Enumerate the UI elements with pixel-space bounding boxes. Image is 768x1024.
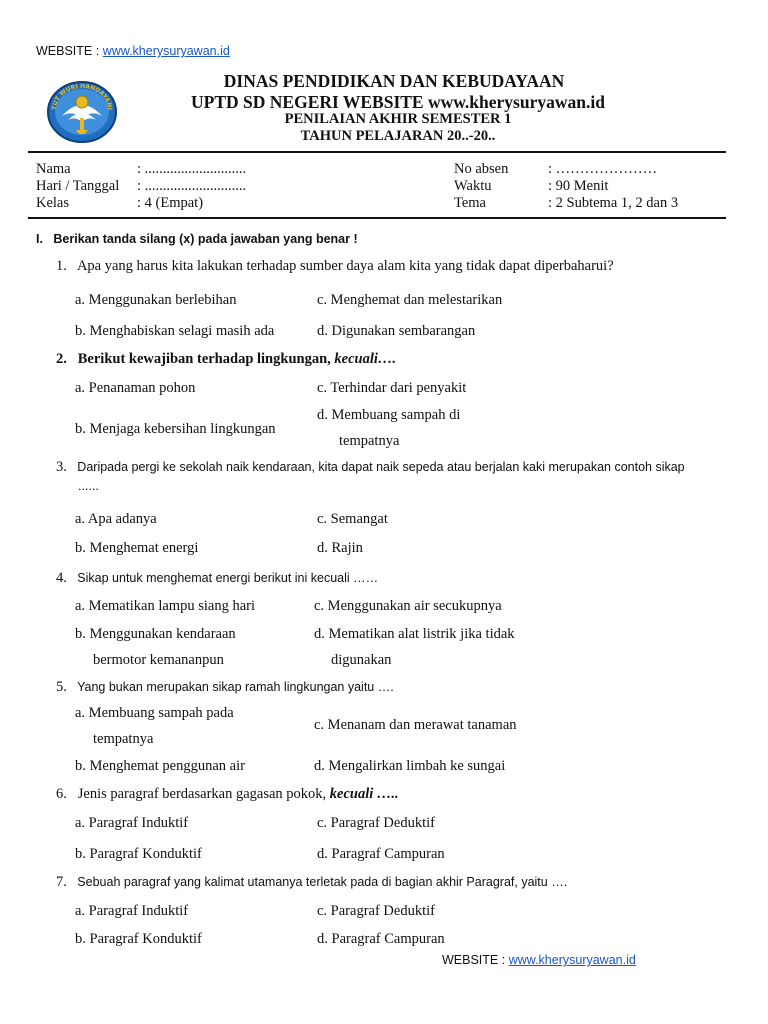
q7-option-c[interactable]: c. Paragraf Deduktif: [317, 903, 435, 919]
website-top-link[interactable]: www.kherysuryawan.id: [102, 44, 230, 58]
nama-value: : ............................: [137, 161, 247, 177]
question-1-number: 1.: [56, 258, 67, 274]
q6-option-c[interactable]: c. Paragraf Deduktif: [317, 815, 435, 831]
absen-value: : …………………: [548, 161, 658, 177]
website-top-label: WEBSITE :: [36, 44, 100, 58]
q3-option-d[interactable]: d. Rajin: [317, 540, 363, 556]
question-3-text: Daripada pergi ke sekolah naik kendaraan, kita dapat naik sepeda atau berjalan kaki merupakan contoh sikap: [77, 460, 685, 474]
section-number: I.: [36, 232, 43, 246]
waktu-label: Waktu: [454, 178, 492, 194]
header-line3: PENILAIAN AKHIR SEMESTER 1: [284, 111, 512, 127]
question-6-text: Jenis paragraf berdasarkan gagasan pokok,: [77, 786, 327, 802]
question-4-text: Sikap untuk menghemat energi berikut ini kecuali ……: [77, 571, 379, 585]
q4-option-d-line1[interactable]: d. Mematikan alat listrik jika tidak: [314, 626, 515, 642]
question-3-text-cont: ......: [78, 479, 99, 493]
question-1-text: Apa yang harus kita lakukan terhadap sumber daya alam kita yang tidak dapat diperbaharui?: [76, 258, 614, 274]
q7-option-b[interactable]: b. Paragraf Konduktif: [75, 931, 202, 947]
question-3-number: 3.: [56, 459, 67, 475]
question-4-number: 4.: [56, 570, 67, 586]
question-1: [56, 258, 614, 275]
q5-option-c[interactable]: c. Menanam dan merawat tanaman: [314, 717, 517, 733]
question-6-emphasis: kecuali …..: [329, 786, 399, 802]
question-5: [56, 679, 394, 696]
q4-option-d-line2: digunakan: [331, 652, 392, 668]
website-bottom-link[interactable]: www.kherysuryawan.id: [508, 953, 636, 967]
q4-option-b-line2: bermotor kemananpun: [93, 652, 224, 668]
q2-option-d-line2: tempatnya: [339, 433, 400, 449]
q2-option-b[interactable]: b. Menjaga kebersihan lingkungan: [75, 421, 276, 437]
q3-option-c[interactable]: c. Semangat: [317, 511, 388, 527]
q5-option-b[interactable]: b. Menghemat penggunan air: [75, 758, 245, 774]
q2-option-d-line1[interactable]: d. Membuang sampah di: [317, 407, 461, 423]
website-top: [36, 44, 230, 58]
question-6: [56, 786, 399, 803]
kelas-label: Kelas: [36, 195, 70, 211]
question-3: [56, 459, 685, 476]
q6-option-d[interactable]: d. Paragraf Campuran: [317, 846, 445, 862]
nama-label: Nama: [36, 161, 71, 177]
q1-option-b[interactable]: b. Menghabiskan selagi masih ada: [75, 323, 275, 339]
q4-option-b-line1[interactable]: b. Menggunakan kendaraan: [75, 626, 236, 642]
website-bottom: [442, 953, 636, 967]
question-4: [56, 570, 378, 587]
hari-label: Hari / Tanggal: [36, 178, 120, 194]
q4-option-a[interactable]: a. Mematikan lampu siang hari: [75, 598, 255, 614]
q6-option-a[interactable]: a. Paragraf Induktif: [75, 815, 189, 831]
question-5-text: Yang bukan merupakan sikap ramah lingkungan yaitu ….: [77, 680, 394, 694]
q5-option-d[interactable]: d. Mengalirkan limbah ke sungai: [314, 758, 506, 774]
header-rule-top: [28, 151, 726, 153]
q5-option-a-line1[interactable]: a. Membuang sampah pada: [75, 705, 234, 721]
header-line4: TAHUN PELAJARAN 20..-20..: [300, 128, 496, 144]
question-6-number: 6.: [56, 786, 67, 802]
q7-option-a[interactable]: a. Paragraf Induktif: [75, 903, 189, 919]
question-5-number: 5.: [56, 679, 67, 695]
absen-label: No absen: [454, 161, 509, 177]
kelas-value: : 4 (Empat): [137, 195, 204, 211]
question-7-number: 7.: [56, 874, 67, 890]
q1-option-c[interactable]: c. Menghemat dan melestarikan: [317, 292, 503, 308]
q2-option-a[interactable]: a. Penanaman pohon: [75, 380, 196, 396]
question-2: [56, 351, 396, 368]
question-2-emphasis: kecuali….: [334, 351, 397, 367]
q4-option-c[interactable]: c. Menggunakan air secukupnya: [314, 598, 502, 614]
q3-option-b[interactable]: b. Menghemat energi: [75, 540, 199, 556]
header-line1: DINAS PENDIDIKAN DAN KEBUDAYAAN: [223, 71, 565, 91]
section-instruction: [36, 232, 358, 246]
q2-option-c[interactable]: c. Terhindar dari penyakit: [317, 380, 467, 396]
website-bottom-label: WEBSITE :: [442, 953, 506, 967]
question-2-number: 2.: [56, 351, 67, 367]
q5-option-a-line2: tempatnya: [93, 731, 154, 747]
q1-option-a[interactable]: a. Menggunakan berlebihan: [75, 292, 237, 308]
section-text: Berikan tanda silang (x) pada jawaban yang benar !: [53, 232, 358, 246]
waktu-value: : 90 Menit: [548, 178, 609, 194]
header-line2: UPTD SD NEGERI WEBSITE www.kherysuryawan.id: [191, 92, 605, 112]
question-7: [56, 874, 567, 891]
hari-value: : ............................: [137, 178, 247, 194]
question-7-text: Sebuah paragraf yang kalimat utamanya terletak pada di bagian akhir Paragraf, yaitu ….: [77, 875, 568, 889]
header-rule-bottom: [28, 217, 726, 219]
tema-label: Tema: [454, 195, 486, 211]
q3-option-a[interactable]: a. Apa adanya: [75, 511, 157, 527]
q7-option-d[interactable]: d. Paragraf Campuran: [317, 931, 445, 947]
question-2-text: Berikut kewajiban terhadap lingkungan,: [77, 351, 331, 367]
logo-text: TUT WURI HANDAYANI: [50, 82, 114, 111]
tema-value: : 2 Subtema 1, 2 dan 3: [548, 195, 679, 211]
q6-option-b[interactable]: b. Paragraf Konduktif: [75, 846, 202, 862]
q1-option-d[interactable]: d. Digunakan sembarangan: [317, 323, 476, 339]
